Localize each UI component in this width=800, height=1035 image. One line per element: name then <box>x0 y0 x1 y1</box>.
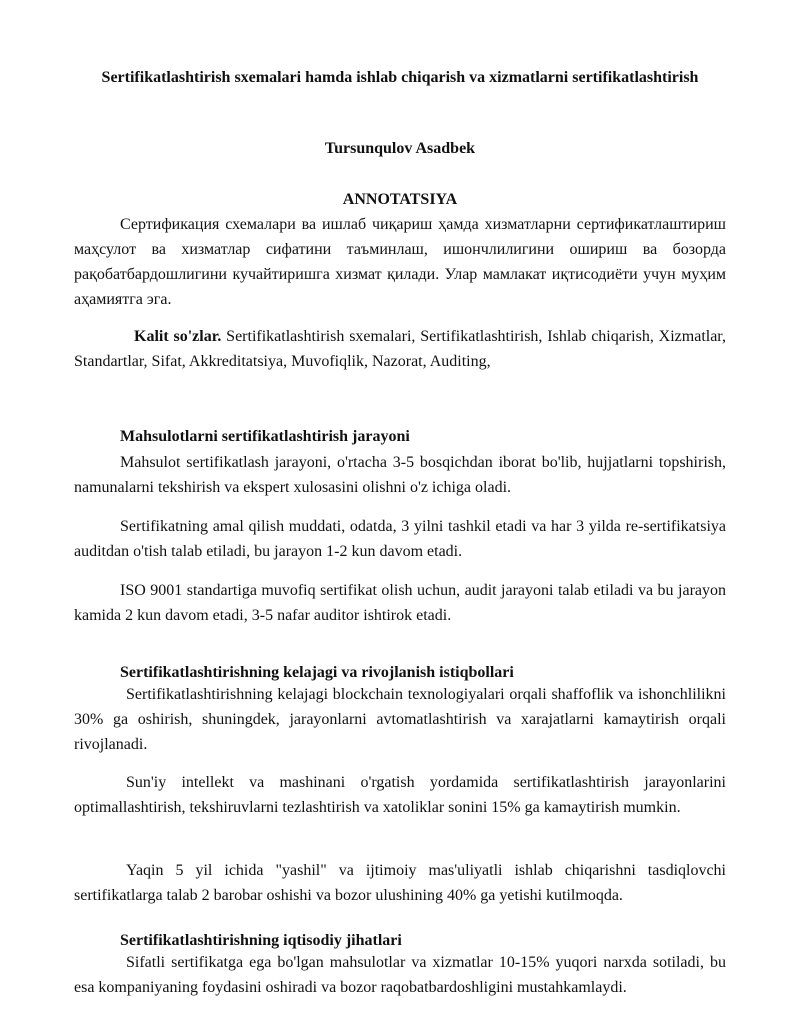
section-paragraph: ISO 9001 standartiga muvofiq sertifikat olish uchun, audit jarayoni talab etiladi va bu jarayon kamida 2 kun davom etadi, 3-5 nafar auditor ishtirok etadi. <box>74 582 726 624</box>
keywords-paragraph <box>74 324 726 374</box>
section-paragraph: Sifatli sertifikatga ega bo'lgan mahsulotlar va xizmatlar 10-15% yuqori narxda sotiladi, bu esa kompaniyaning foydasini oshiradi va bozor raqobatbardoshligini mustahkamlaydi. <box>74 954 726 996</box>
section-paragraph: Sertifikatlashtirishning kelajagi blockchain texnologiyalari orqali shaffoflik va ishonchlilikni 30% ga oshirish, shuningdek, jarayonlarni avtomatlashtirish va xarajatlarni kamaytirish orqali rivojlanadi. <box>74 686 726 753</box>
annotation-heading: ANNOTATSIYA <box>342 191 458 208</box>
annotation-text: Сертификация схемалари ва ишлаб чиқариш ҳамда хизматларни сертификатлаштириш маҳсулот ва хизматлар сифатини таъминлаш, ишончлилигини ошириш ва бозорда рақобатбардошлигини кучайтиришга хизмат қилади. Улар мамлакат иқтисодиёти учун муҳим аҳамиятга эга. <box>74 216 726 308</box>
section-heading: Sertifikatlashtirishning iqtisodiy jihatlari <box>120 932 402 949</box>
section-paragraph: Sertifikatning amal qilish muddati, odatda, 3 yilni tashkil etadi va har 3 yilda re-sertifikatsiya auditdan o'tish talab etiladi, bu jarayon 1-2 kun davom etadi. <box>74 518 726 560</box>
section-heading: Mahsulotlarni sertifikatlashtirish jarayoni <box>120 428 410 445</box>
section-heading: Sertifikatlashtirishning kelajagi va rivojlanish istiqbollari <box>120 664 514 681</box>
section-paragraph: Sun'iy intellekt va mashinani o'rgatish yordamida sertifikatlashtirish jarayonlarini optimallashtirish, tekshiruvlarni tezlashtirish va xatoliklar sonini 15% ga kamaytirish mumkin. <box>74 774 726 816</box>
keywords-label: Kalit so'zlar. <box>134 328 222 345</box>
section-paragraph: Mahsulot sertifikatlash jarayoni, o'rtacha 3-5 bosqichdan iborat bo'lib, hujjatlarni topshirish, namunalarni tekshirish va ekspert xulosasini olishni o'z ichiga oladi. <box>74 454 726 496</box>
keywords-text: Sertifikatlashtirish sxemalari, Sertifikatlashtirish, Ishlab chiqarish, Xizmatlar, Standartlar, Sifat, Akkreditatsiya, Muvofiqlik, Nazorat, Auditing, <box>74 328 726 370</box>
author-name: Tursunqulov Asadbek <box>324 140 476 157</box>
section-paragraph: Yaqin 5 yil ichida "yashil" va ijtimoiy mas'uliyatli ishlab chiqarishni tasdiqlovchi sertifikatlarga talab 2 barobar oshishi va bozor ulushining 40% ga yetishi kutilmoqda. <box>74 862 726 904</box>
document-title: Sertifikatlashtirish sxemalari hamda ishlab chiqarish va xizmatlarni sertifikatlashtirish <box>101 69 699 86</box>
